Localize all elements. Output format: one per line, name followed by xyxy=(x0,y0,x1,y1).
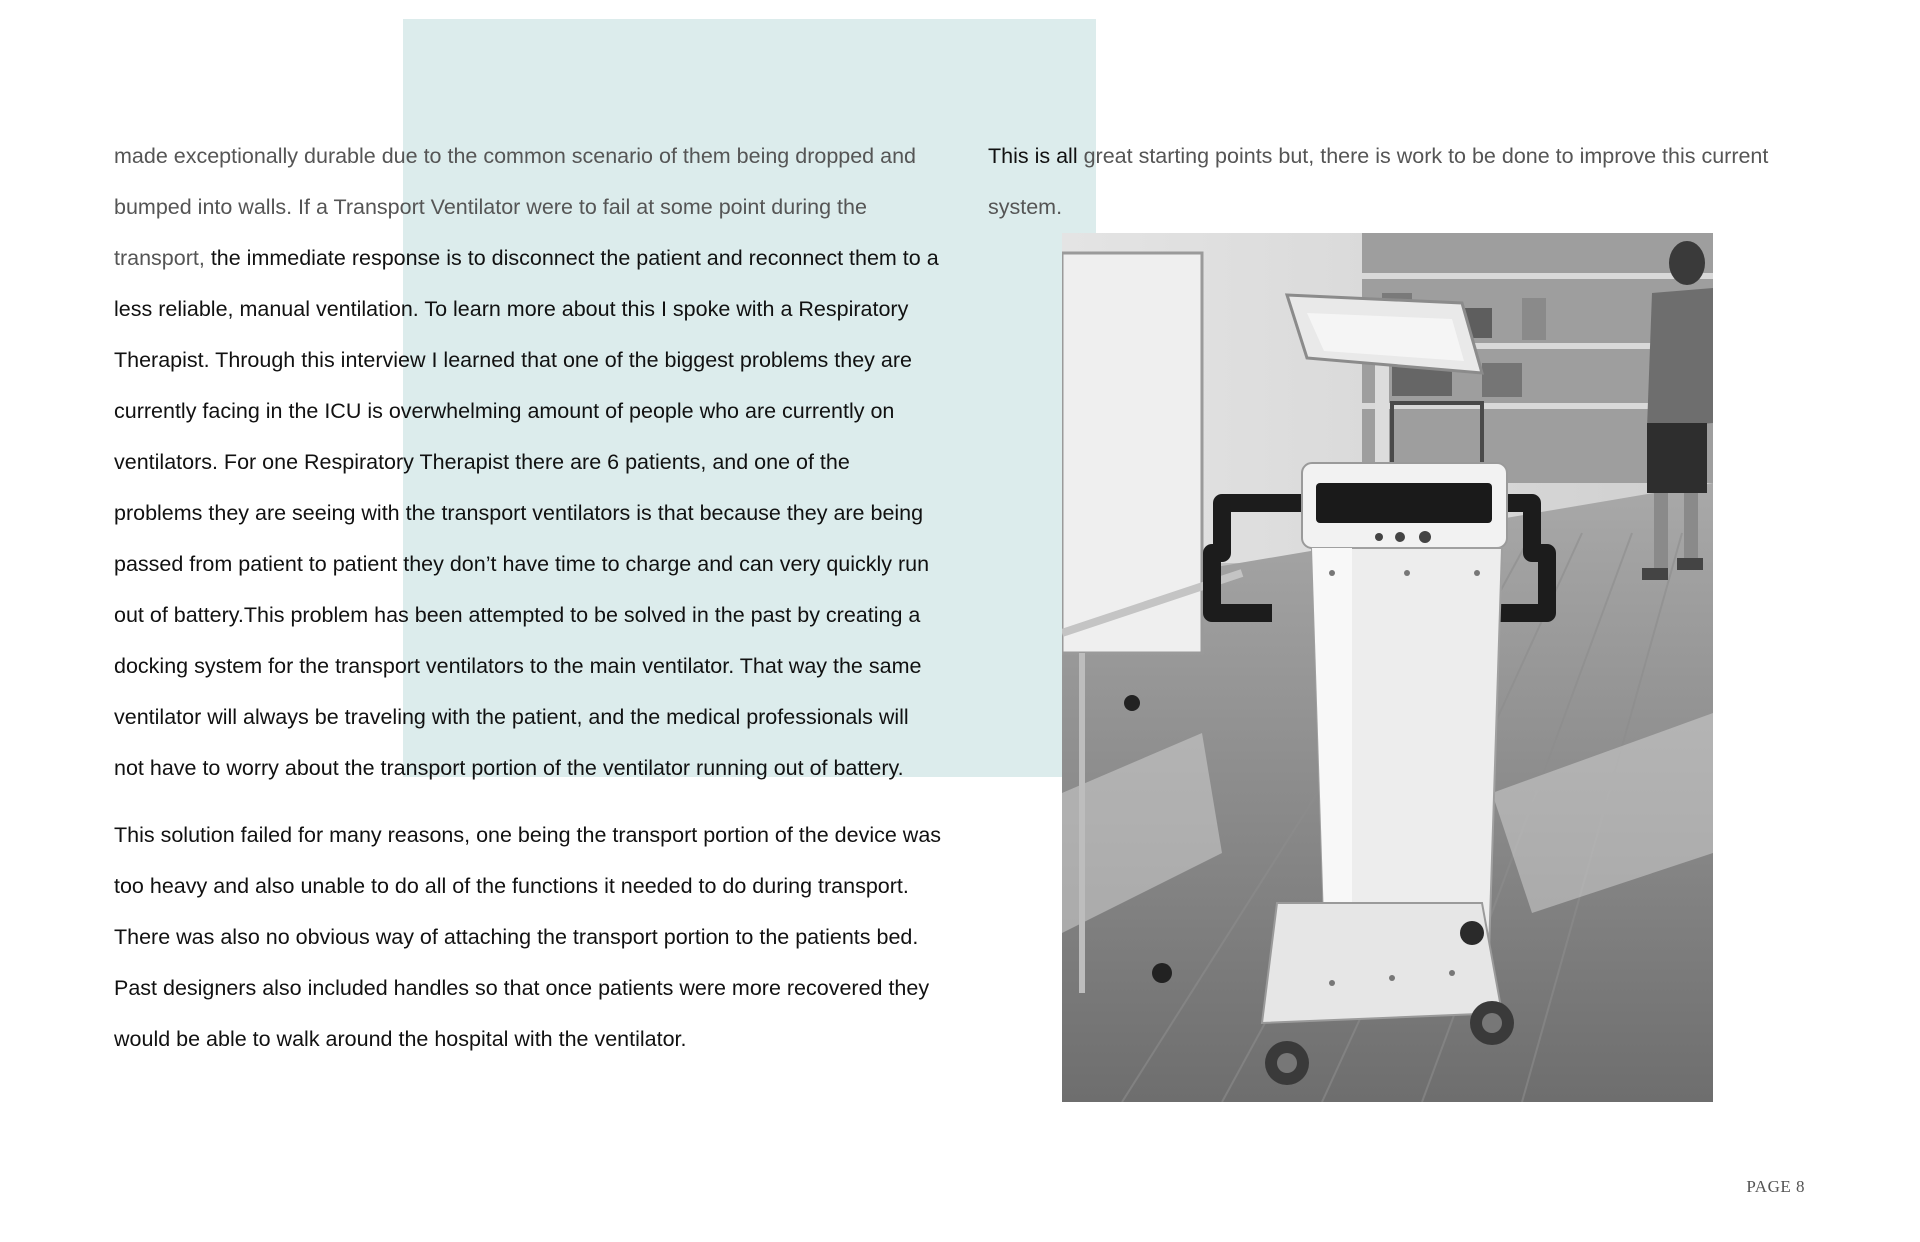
right-text-column xyxy=(988,131,1818,233)
page-number: PAGE 8 xyxy=(1746,1177,1805,1196)
ventilator-prototype-photo xyxy=(1062,233,1713,1102)
paragraph-1-faded-text: made exceptionally durable due to the common scenario of them being dropped and bumped into walls. If a Transport Ventilator were to fail at some point during the transport, xyxy=(114,144,916,270)
paragraph-2: This solution failed for many reasons, one being the transport portion of the device was too heavy and also unable to do all of the functions it needed to do during transport. There was also no obvious way of attaching the transport portion to the patients bed. Past designers also included handles so that once patients were more recovered they would be able to walk around the hospital with the ventilator. xyxy=(114,823,942,1051)
paragraph-1-main-text: the immediate response is to disconnect the patient and reconnect them to a less reliable, manual ventilation. To learn more about this I spoke with a Respiratory Therapist. Through this interview I learned that one of the biggest problems they are currently facing in the ICU is overwhelming amount of people who are currently on ventilators. For one Respiratory Therapist there are 6 patients, and one of the problems they are seeing with the transport ventilators is that because they are being passed from patient to patient they don’t have time to charge and can very quickly run out of battery.This problem has been attempted to be solved in the past by creating a docking system for the transport ventilators to the main ventilator. That way the same ventilator will always be traveling with the patient, and the medical professionals will not have to worry about the transport portion of the ventilator running out of battery. xyxy=(114,246,939,780)
right-paragraph-main-text: This is all xyxy=(988,144,1078,168)
left-text-column xyxy=(114,131,944,1065)
photo-illustration xyxy=(1062,233,1713,1102)
right-paragraph-faded-text: great starting points but, there is work to be done to improve this current system. xyxy=(988,144,1769,219)
right-paragraph xyxy=(988,131,1818,233)
paragraph-1 xyxy=(114,131,944,794)
